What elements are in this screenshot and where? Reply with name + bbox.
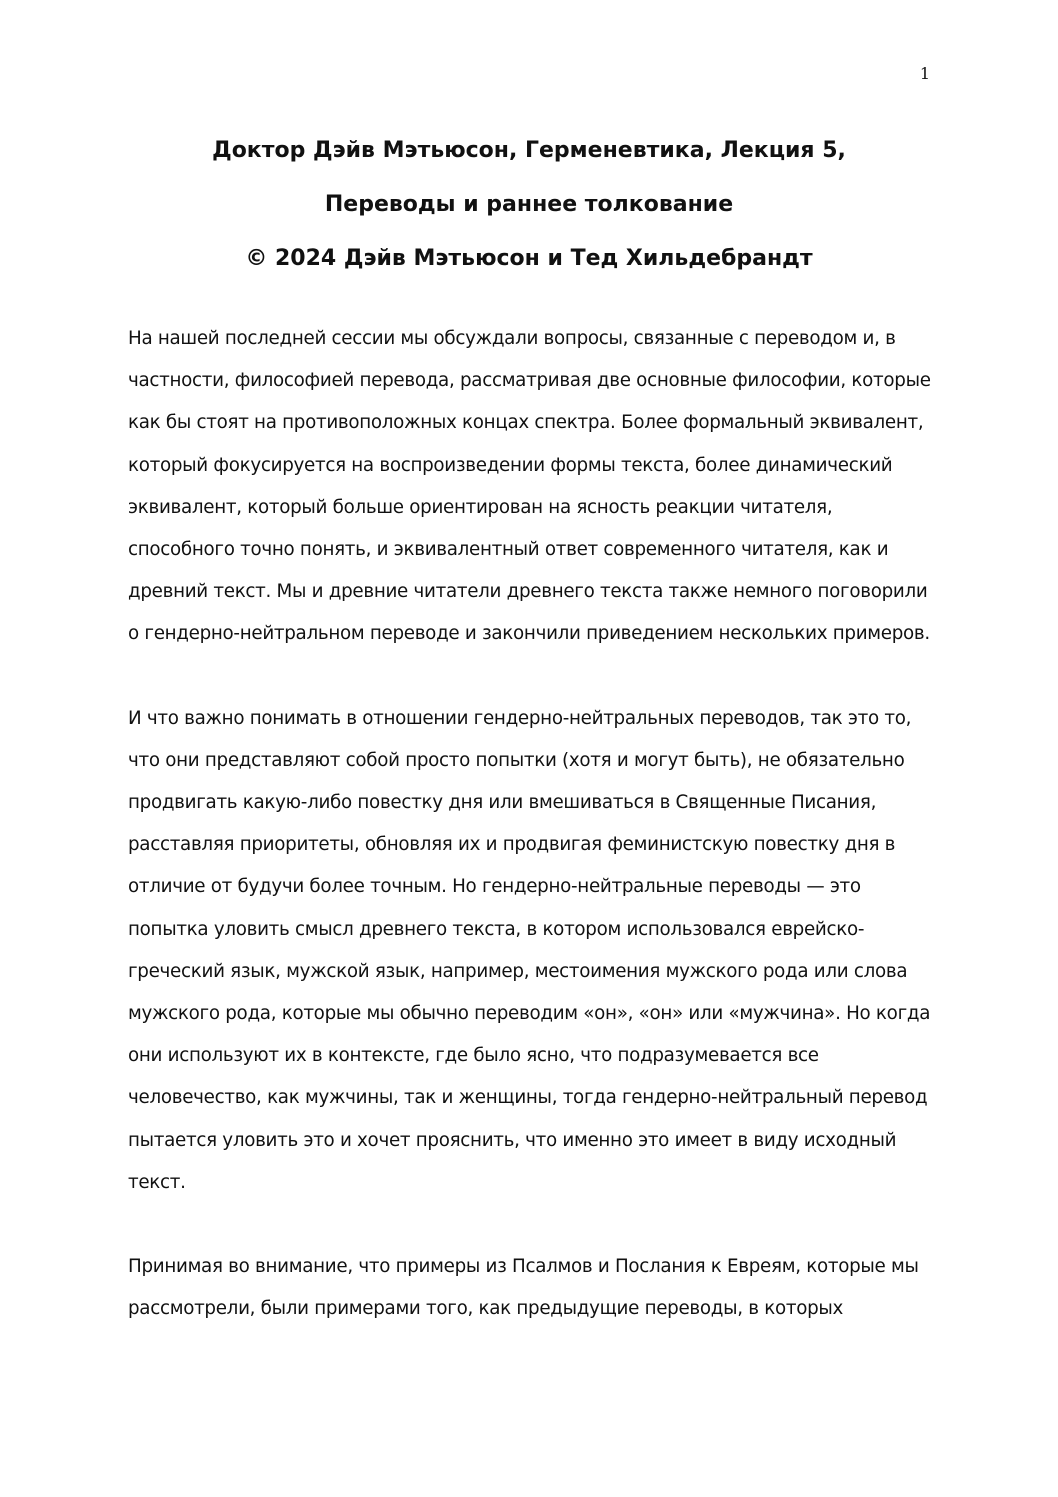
title-line-3: © 2024 Дэйв Мэтьюсон и Тед Хильдебрандт [245,246,813,271]
document-body [128,318,938,1372]
paragraph-3: Принимая во внимание, что примеры из Псалмов и Послания к Евреям, которые мы рассмотрели, были примерами того, как предыдущие переводы, в которых [128,1256,919,1320]
page-number: 1 [919,64,930,83]
title-line-2: Переводы и раннее толкование [324,192,734,217]
document-title [0,124,1058,286]
title-line-1: Доктор Дэйв Мэтьюсон, Герменевтика, Лекция 5, [212,138,846,163]
paragraph-1: На нашей последней сессии мы обсуждали вопросы, связанные с переводом и, в частности, философией перевода, рассматривая две основные философии, которые как бы стоят на противоположных концах спектра. Более формальный эквивалент, который фокусируется на воспроизведении формы текста, более динамический эквивалент, который больше ориентирован на ясность реакции читателя, способного точно понять, и эквивалентный ответ современного читателя, как и древний текст. Мы и древние читатели древнего текста также немного поговорили о гендерно-нейтральном переводе и закончили приведением нескольких примеров. [128,328,931,645]
paragraph-2: И что важно понимать в отношении гендерно-нейтральных переводов, так это то, что они представляют собой просто попытки (хотя и могут быть), не обязательно продвигать какую-либо повестку дня или вмешиваться в Священные Писания, расставляя приоритеты, обновляя их и продвигая феминистскую повестку дня в отличие от будучи более точным. Но гендерно-нейтральные переводы — это попытка уловить смысл древнего текста, в котором использовался еврейско-греческий язык, мужской язык, например, местоимения мужского рода или слова мужского рода, которые мы обычно переводим «он», «он» или «мужчина». Но когда они используют их в контексте, где было ясно, что подразумевается все человечество, как мужчины, так и женщины, тогда гендерно-нейтральный перевод пытается уловить это и хочет прояснить, что именно это имеет в виду исходный текст. [128,707,931,1193]
